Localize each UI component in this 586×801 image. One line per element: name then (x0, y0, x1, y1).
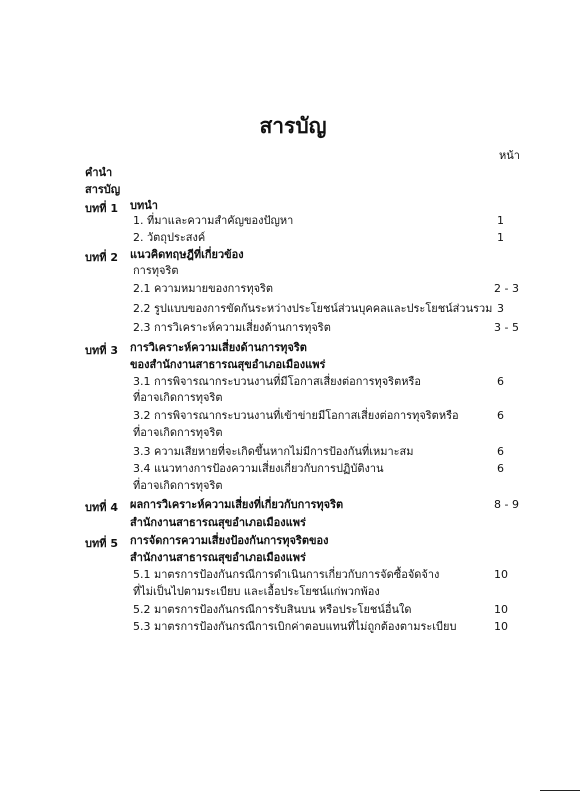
toc-page-3-1: 6 (497, 375, 504, 388)
toc-item-2-1[interactable]: 2.1 ความหมายของการทุจริต (133, 282, 274, 295)
chapter-3-number: บทที่ 3 (85, 344, 118, 357)
chapter-5-number: บทที่ 5 (85, 537, 118, 550)
chapter-3-title[interactable]: การวิเคราะห์ความเสี่ยงด้านการทุจริต (130, 341, 307, 354)
toc-front-preface[interactable]: คำนำ (85, 166, 113, 179)
toc-item-1-2[interactable]: 2. วัตถุประสงค์ (133, 231, 206, 244)
toc-page-3-2: 6 (497, 409, 504, 422)
page-edge-line (540, 790, 580, 791)
toc-item-3-2-cont[interactable]: ที่อาจเกิดการทุจริต (133, 426, 223, 439)
chapter-2-subtitle: การทุจริต (133, 264, 179, 277)
chapter-1-number: บทที่ 1 (85, 202, 118, 215)
toc-item-3-1[interactable]: 3.1 การพิจารณากระบวนงานที่มีโอกาสเสี่ยงต่อการทุจริตหรือ (133, 375, 421, 388)
toc-item-5-1-cont[interactable]: ที่ไม่เป็นไปตามระเบียบ และเอื้อประโยชน์แก่พวกพ้อง (133, 585, 380, 598)
toc-page-3-3: 6 (497, 445, 504, 458)
toc-page-1-2: 1 (497, 231, 504, 244)
toc-item-2-3[interactable]: 2.3 การวิเคราะห์ความเสี่ยงด้านการทุจริต (133, 321, 331, 334)
toc-front-contents[interactable]: สารบัญ (85, 183, 121, 196)
toc-item-3-3[interactable]: 3.3 ความเสียหายที่จะเกิดขึ้นหากไม่มีการป้องกันที่เหมาะสม (133, 445, 414, 458)
toc-page-5-2: 10 (494, 603, 508, 616)
chapter-1-title[interactable]: บทนำ (130, 199, 158, 212)
chapter-4-title[interactable]: ผลการวิเคราะห์ความเสี่ยงที่เกี่ยวกับการทุจริต (130, 498, 344, 511)
toc-item-5-2[interactable]: 5.2 มาตรการป้องกันกรณีการรับสินบน หรือประโยชน์อื่นใด (133, 603, 412, 616)
page-column-header: หน้า (499, 149, 520, 162)
chapter-2-number: บทที่ 2 (85, 251, 118, 264)
toc-item-1-1[interactable]: 1. ที่มาและความสำคัญของปัญหา (133, 214, 294, 227)
toc-page-3-4: 6 (497, 462, 504, 475)
toc-page-4: 8 - 9 (494, 498, 519, 511)
toc-item-5-1[interactable]: 5.1 มาตรการป้องกันกรณีการดำเนินการเกี่ยวกับการจัดซื้อจัดจ้าง (133, 568, 440, 581)
page-title: สารบัญ (259, 114, 327, 138)
toc-item-3-4-cont[interactable]: ที่อาจเกิดการทุจริต (133, 479, 223, 492)
toc-page-5-1: 10 (494, 568, 508, 581)
toc-page-2-1: 2 - 3 (494, 282, 519, 295)
chapter-2-title[interactable]: แนวคิดทฤษฎีที่เกี่ยวข้อง (130, 248, 244, 261)
toc-item-3-1-cont[interactable]: ที่อาจเกิดการทุจริต (133, 391, 223, 404)
toc-page-5-3: 10 (494, 620, 508, 633)
chapter-4-number: บทที่ 4 (85, 501, 118, 514)
chapter-4-title-line-2[interactable]: สำนักงานสาธารณสุขอำเภอเมืองแพร่ (130, 516, 306, 529)
toc-item-3-2[interactable]: 3.2 การพิจารณากระบวนงานที่เข้าข่ายมีโอกาสเสี่ยงต่อการทุจริตหรือ (133, 409, 459, 422)
chapter-3-title-line-2[interactable]: ของสำนักงานสาธารณสุขอำเภอเมืองแพร่ (130, 358, 326, 371)
toc-page-1-1: 1 (497, 214, 504, 227)
chapter-5-title[interactable]: การจัดการความเสี่ยงป้องกันการทุจริตของ (130, 534, 329, 547)
toc-item-3-4[interactable]: 3.4 แนวทางการป้องความเสี่ยงเกี่ยวกับการปฏิบัติงาน (133, 462, 384, 475)
toc-page-2-2: 3 (497, 302, 504, 315)
chapter-5-title-line-2[interactable]: สำนักงานสาธารณสุขอำเภอเมืองแพร่ (130, 551, 306, 564)
toc-page-2-3: 3 - 5 (494, 321, 519, 334)
toc-item-5-3[interactable]: 5.3 มาตรการป้องกันกรณีการเบิกค่าตอบแทนที่ไม่ถูกต้องตามระเบียบ (133, 620, 457, 633)
toc-item-2-2[interactable]: 2.2 รูปแบบของการขัดกันระหว่างประโยชน์ส่วนบุคคลและประโยชน์ส่วนรวม (133, 302, 493, 315)
